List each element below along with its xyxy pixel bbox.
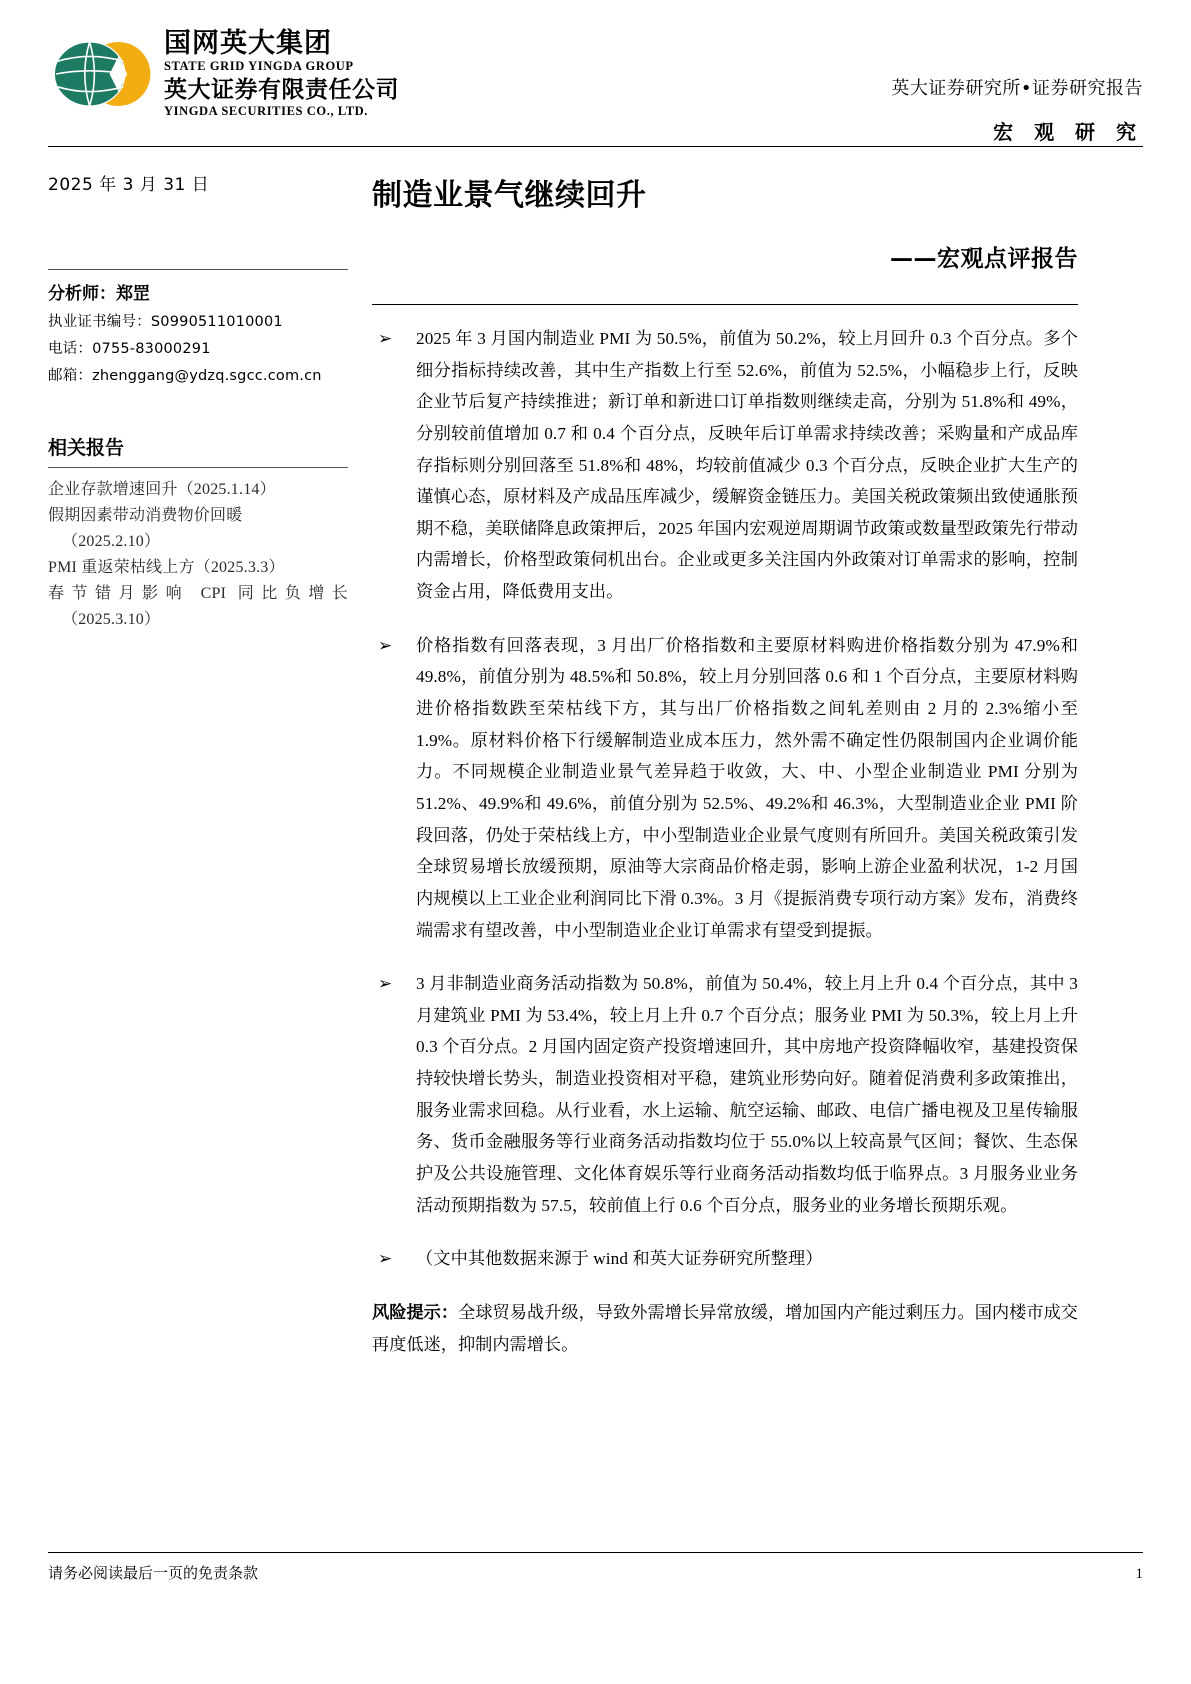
risk-notice-label: 风险提示： [372, 1302, 459, 1322]
list-item[interactable]: （2025.2.10） [62, 532, 161, 550]
risk-notice [372, 1297, 1078, 1360]
list-item[interactable]: 春节错月影响 CPI 同比负增长 [48, 584, 348, 602]
bullet-list [372, 323, 1078, 1275]
report-date: 2025 年 3 月 31 日 [48, 175, 210, 195]
bullet-arrow-icon: ➢ [378, 1249, 393, 1269]
company-logo [48, 30, 399, 117]
bullet-arrow-icon: ➢ [378, 329, 393, 348]
analyst-name: 分析师：郑罡 [48, 284, 150, 304]
list-item [372, 630, 1078, 946]
paragraph-non-manufacturing: 3 月非制造业商务活动指数为 50.8%，前值为 50.4%，较上月上升 0.4 个百分点，其中 3 月建筑业 PMI 为 53.4%，较上月上升 0.7 个百分点；服务业 PMI 为 50.3%，较上月上升 0.3 个百分点。2 月国内固定资产投资增速回升，其中房地产投资降幅收窄，基建投资保持较快增长势头，制造业投资相对平稳，建筑业形势向好。随着促消费利多政策推出，服务业需求回稳。从行业看，水上运输、航空运输、邮政、电信广播电视及卫星传输服务、货币金融服务等行业商务活动指数均位于 55.0%以上较高景气区间；餐饮、生态保护及公共设施管理、文化体育娱乐等行业商务活动指数均低于临界点。3 月服务业业务活动预期指数为 57.5，较前值上行 0.6 个百分点，服务业的业务增长预期乐观。 [416, 974, 1078, 1215]
brand-securities-en: YINGDA SECURITIES CO., LTD. [164, 103, 368, 118]
list-item[interactable]: 假期因素带动消费物价回暖 [48, 506, 243, 524]
list-item[interactable]: （2025.3.10） [62, 610, 161, 628]
analyst-license: 执业证书编号：S0990511010001 [48, 314, 283, 330]
page-header [48, 28, 1143, 144]
list-item[interactable]: PMI 重返荣枯线上方（2025.3.3） [48, 558, 285, 576]
list-item [372, 323, 1078, 608]
risk-notice-text: 全球贸易战升级，导致外需增长异常放缓，增加国内产能过剩压力。国内楼市成交再度低迷，抑制内需增长。 [372, 1302, 1078, 1354]
footer-disclaimer: 请务必阅读最后一页的免责条款 [48, 1564, 259, 1582]
bullet-arrow-icon: ➢ [378, 635, 393, 655]
list-item [372, 968, 1078, 1221]
sidebar [48, 170, 348, 632]
footer-divider [48, 1552, 1143, 1553]
brand-group-cn: 国网英大集团 [164, 28, 332, 59]
brand-wordmark [164, 30, 399, 117]
research-institute-line: 英大证券研究所•证券研究报告 [891, 78, 1143, 99]
list-item[interactable]: 企业存款增速回升（2025.1.14） [48, 481, 276, 498]
paragraph-manufacturing-pmi: 2025 年 3 月国内制造业 PMI 为 50.5%，前值为 50.2%，较上月回升 0.3 个百分点。多个细分指标持续改善，其中生产指数上行至 52.6%，前值为 52.5%，小幅稳步上行，反映企业节后复产持续推进；新订单和新进口订单指数则继续走高，分别为 51.8%和 49%，分别较前值增加 0.7 和 0.4 个百分点，反映年后订单需求持续改善；采购量和产成品库存指标则分别回落至 51.8%和 48%，均较前值减少 0.3 个百分点，反映企业扩大生产的谨慎心态，原材料及产成品压库减少，缓解资金链压力。美国关税政策频出致使通胀预期不稳，美联储降息政策押后，2025 年国内宏观逆周期调节政策或数量型政策先行带动内需增长，价格型政策伺机出台。企业或更多关注国内外政策对订单需求的影响，控制资金占用，降低费用支出。 [416, 329, 1078, 602]
related-reports-divider [48, 467, 348, 468]
list-item [372, 1243, 1078, 1275]
paragraph-data-source: （文中其他数据来源于 wind 和英大证券研究所整理） [416, 1249, 823, 1269]
page-subtitle: ——宏观点评报告 [890, 246, 1078, 272]
page-number: 1 [1135, 1566, 1143, 1582]
brand-group-en: STATE GRID YINGDA GROUP [164, 59, 354, 73]
main-content [372, 160, 1078, 1360]
related-reports-title: 相关报告 [48, 437, 125, 459]
paragraph-price-index: 价格指数有回落表现，3 月出厂价格指数和主要原材料购进价格指数分别为 47.9%和 49.8%，前值分别为 48.5%和 50.8%，较上月分别回落 0.6 和 1 个百分点，主要原材料购进价格指数跌至荣枯线下方，其与出厂价格指数之间轧差则由 2 月的 2.3%缩小至 1.9%。原材料价格下行缓解制造业成本压力，然外需不确定性仍限制国内企业调价能力。不同规模企业制造业景气差异趋于收敛，大、中、小型企业制造业 PMI 分别为 51.2%、49.9%和 49.6%，前值分别为 52.5%、49.2%和 46.3%，大型制造业企业 PMI 阶段回落，仍处于荣枯线上方，中小型制造业企业景气度则有所回升。美国关税政策引发全球贸易增长放缓预期，原油等大宗商品价格走弱，影响上游企业盈利状况，1-2 月国内规模以上工业企业利润同比下滑 0.3%。3 月《提振消费专项行动方案》发布，消费终端需求有望改善，中小型制造业企业订单需求有望受到提振。 [416, 635, 1078, 940]
analyst-divider [48, 269, 348, 270]
analyst-email[interactable]: 邮箱：zhenggang@ydzq.sgcc.com.cn [48, 368, 322, 384]
bullet-arrow-icon: ➢ [378, 974, 393, 994]
title-block [372, 170, 1078, 292]
page-title: 制造业景气继续回升 [372, 178, 647, 213]
state-grid-yingda-logo-icon [48, 32, 152, 116]
title-divider [372, 304, 1078, 305]
header-divider [48, 146, 1143, 147]
page-footer [48, 1562, 1143, 1583]
report-category: 宏 观 研 究 [993, 120, 1143, 144]
header-right-block [891, 30, 1143, 145]
analyst-phone: 电话：0755-83000291 [48, 341, 211, 357]
brand-securities-cn: 英大证券有限责任公司 [164, 76, 399, 103]
